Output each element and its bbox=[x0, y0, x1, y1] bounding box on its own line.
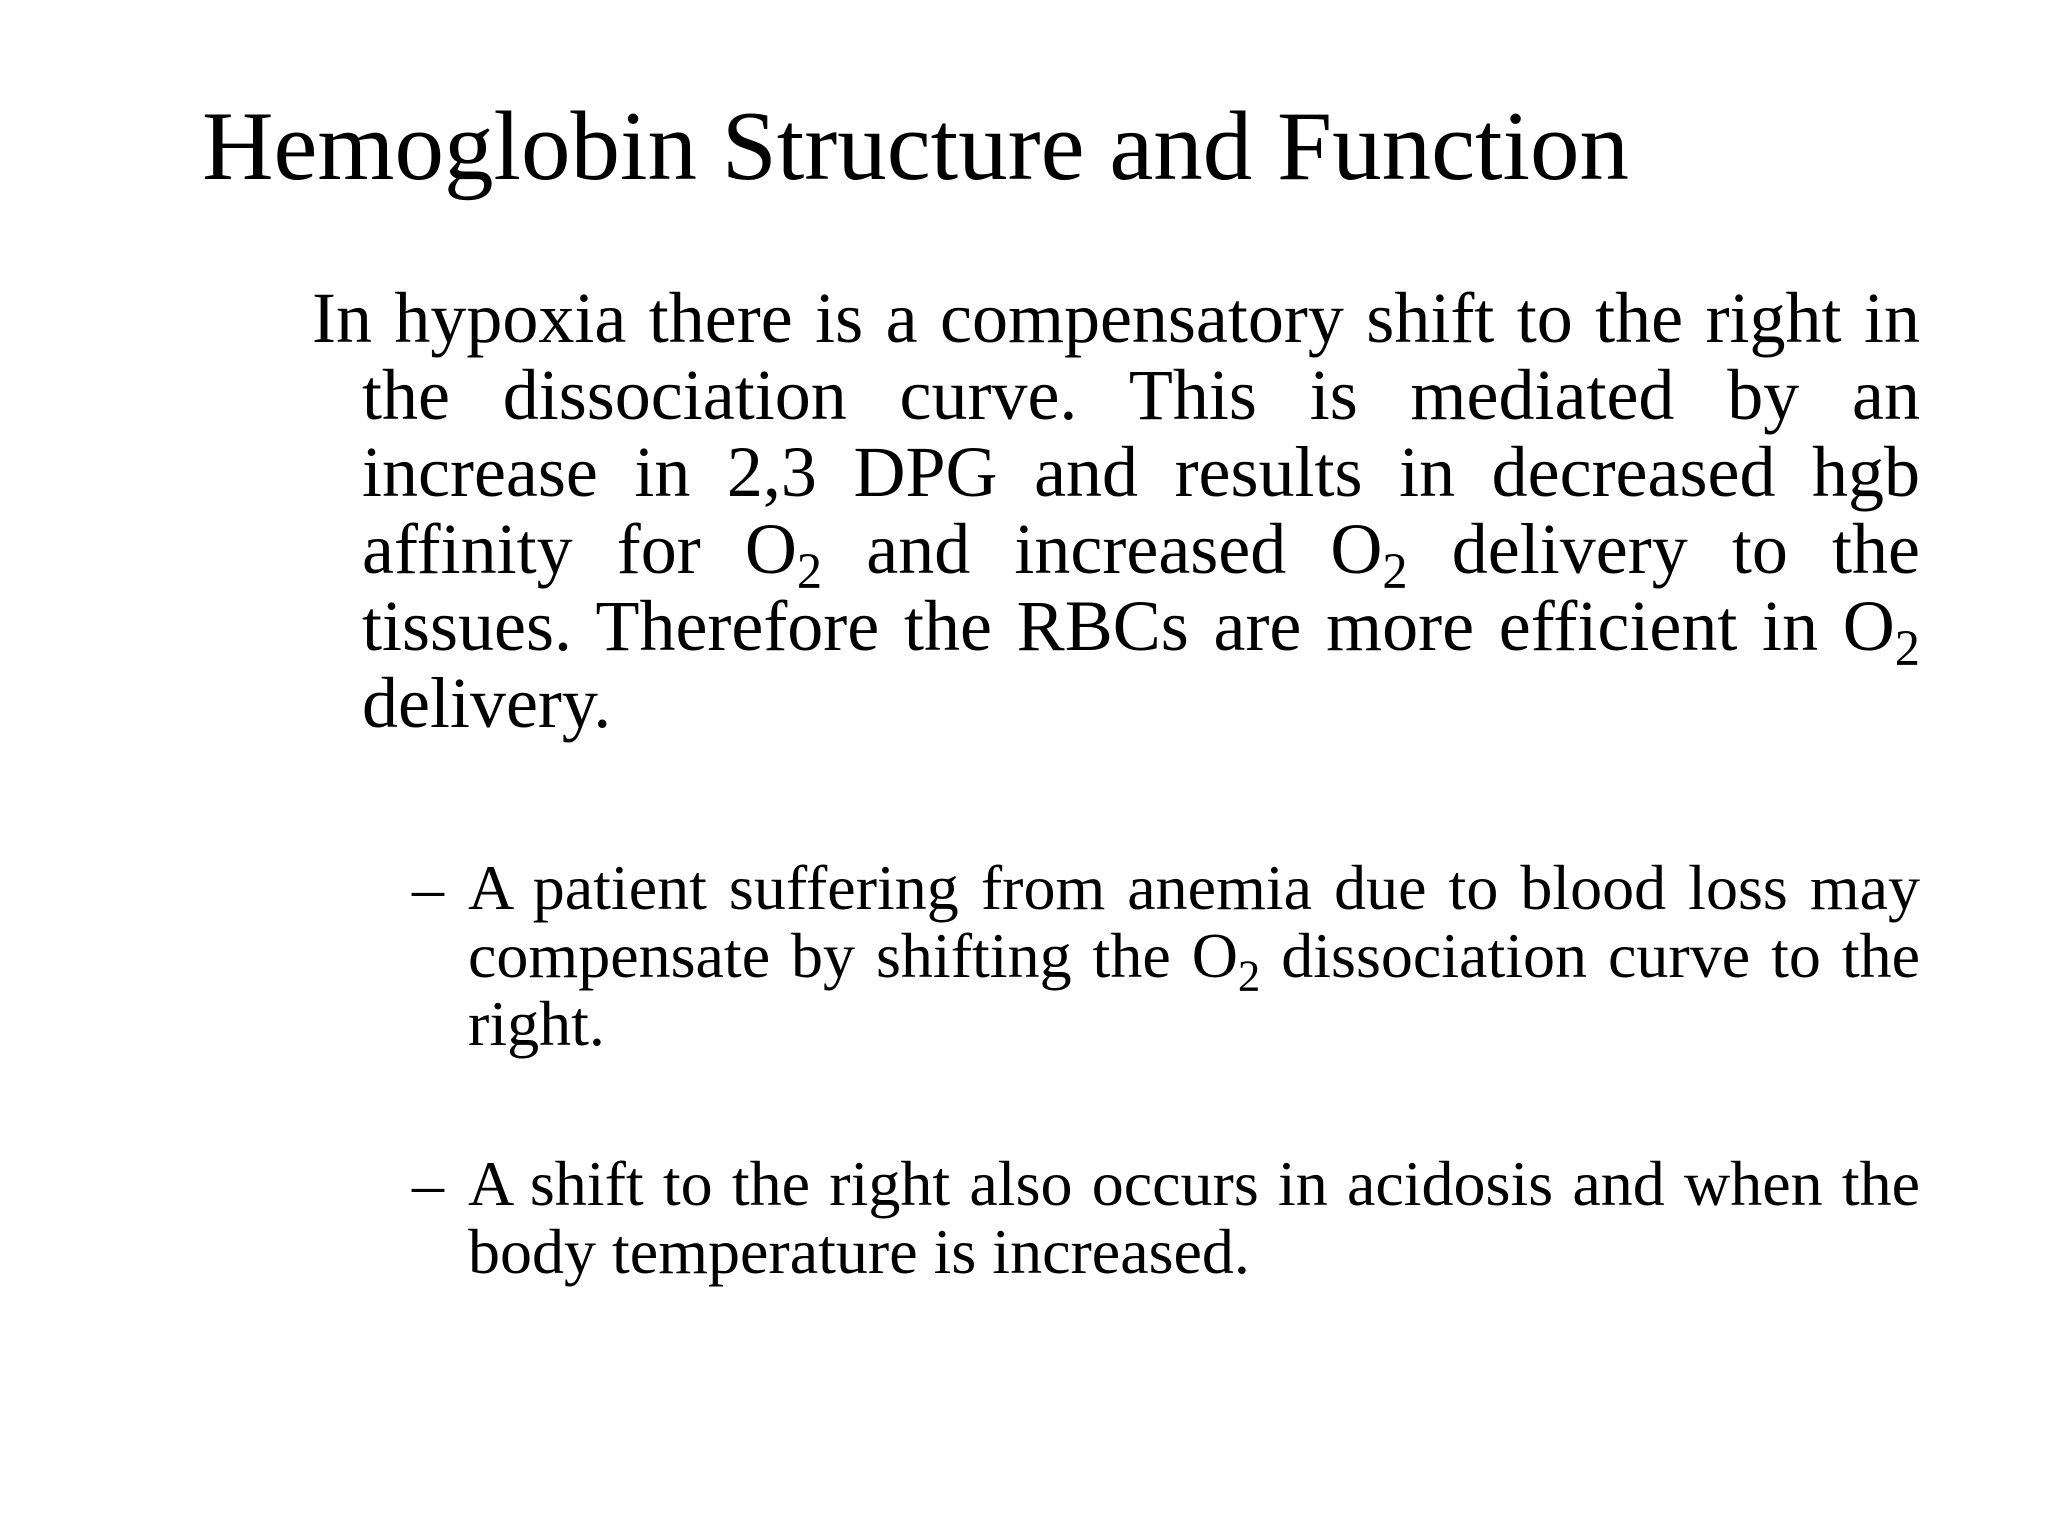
o2-subscript-1: 2 bbox=[796, 543, 823, 600]
bullet-item-acidosis bbox=[412, 1150, 1920, 1286]
bullet-text-1: A patient suffering from anemia due to blood loss may compensate by shifting the O bbox=[468, 852, 1920, 991]
o2-subscript-3: 2 bbox=[1894, 620, 1920, 677]
o2-subscript-2: 2 bbox=[1382, 543, 1408, 600]
bullet-text-2: dissociation curve to the right. bbox=[468, 920, 1920, 1059]
main-paragraph-text-3: delivery to the tissues. Therefore the RBCs are more efficient in O bbox=[362, 509, 1920, 666]
dash-bullet-marker: – bbox=[412, 1148, 444, 1219]
slide-title: Hemoglobin Structure and Function bbox=[202, 92, 1630, 201]
main-paragraph bbox=[312, 280, 1920, 742]
o2-subscript-4: 2 bbox=[1237, 950, 1261, 1001]
bullet-text-3: A shift to the right also occurs in acidosis and when the body temperature is increased. bbox=[468, 1148, 1920, 1287]
dash-bullet-marker: – bbox=[412, 852, 444, 923]
main-paragraph-text-1: In hypoxia there is a compensatory shift to the right in the dissociation curve. This is mediated by an increase in 2,3 DPG and results in decreased hgb affinity for O bbox=[312, 278, 1920, 589]
main-paragraph-text-4: delivery. bbox=[362, 663, 612, 743]
main-paragraph-text-2: and increased O bbox=[822, 509, 1383, 589]
bullet-item-anemia bbox=[412, 854, 1920, 1058]
